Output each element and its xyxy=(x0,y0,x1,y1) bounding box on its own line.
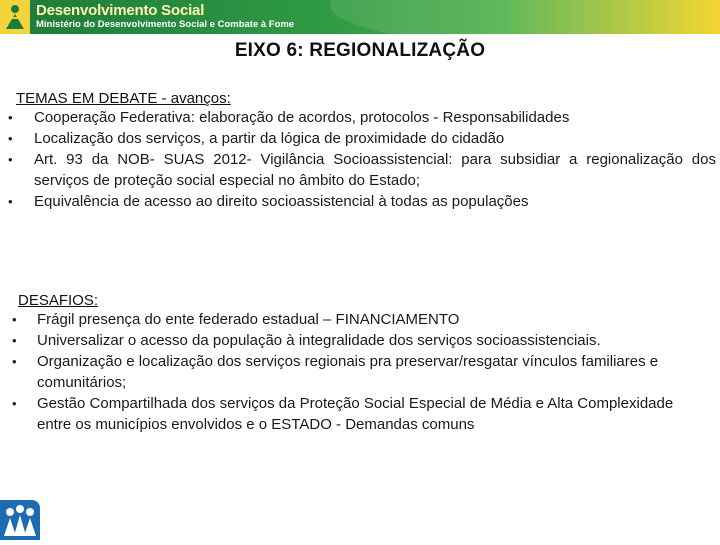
family-people-icon xyxy=(0,500,40,540)
list-item xyxy=(8,191,716,212)
page-title: EIXO 6: REGIONALIZAÇÃO xyxy=(234,40,486,61)
desafios-list xyxy=(12,309,698,435)
bullet-icon: • xyxy=(12,396,17,411)
list-item xyxy=(12,309,698,330)
section-heading: DESAFIOS: xyxy=(18,292,99,309)
desafios-section xyxy=(12,292,698,435)
list-item-text: Universalizar o acesso da população à integralidade dos serviços socioassistenciais. xyxy=(37,332,601,349)
list-item xyxy=(8,128,716,149)
bullet-icon: • xyxy=(12,354,17,369)
bullet-icon: • xyxy=(8,152,13,167)
banner-decoration xyxy=(330,0,720,34)
list-item xyxy=(8,107,716,128)
list-item-text: Frágil presença do ente federado estadual – FINANCIAMENTO xyxy=(37,311,460,328)
ministry-logo-icon xyxy=(0,0,30,34)
section-heading: TEMAS EM DEBATE - avanços: xyxy=(16,90,231,107)
list-item-text: Organização e localização dos serviços regionais pra preservar/resgatar vínculos familiares e comunitários; xyxy=(37,353,659,391)
bullet-icon: • xyxy=(12,333,17,348)
list-item xyxy=(8,149,716,191)
list-item xyxy=(12,393,698,435)
bullet-icon: • xyxy=(8,194,13,209)
header-banner xyxy=(0,0,720,34)
list-item-text: Localização dos serviços, a partir da lógica de proximidade do cidadão xyxy=(34,130,505,147)
bullet-icon: • xyxy=(12,312,17,327)
list-item xyxy=(12,330,698,351)
brand-title: Desenvolvimento Social xyxy=(36,2,205,19)
list-item-text: Art. 93 da NOB- SUAS 2012- Vigilância Socioassistencial: para subsidiar a regionalização dos serviços de proteção social especial no âmbito do Estado; xyxy=(34,151,716,189)
list-item-text: Equivalência de acesso ao direito socioassistencial à todas as populações xyxy=(34,193,529,210)
list-item-text: Cooperação Federativa: elaboração de acordos, protocolos - Responsabilidades xyxy=(34,109,570,126)
temas-em-debate-section xyxy=(8,90,716,212)
brand-subtitle: Ministério do Desenvolvimento Social e Combate à Fome xyxy=(36,19,295,30)
bullet-icon: • xyxy=(8,131,13,146)
list-item-text: Gestão Compartilhada dos serviços da Proteção Social Especial de Média e Alta Complexidade entre os municípios envolvidos e o ESTADO - Demandas comuns xyxy=(37,395,674,433)
bullet-icon: • xyxy=(8,110,13,125)
list-item xyxy=(12,351,698,393)
avancos-list xyxy=(8,107,716,212)
